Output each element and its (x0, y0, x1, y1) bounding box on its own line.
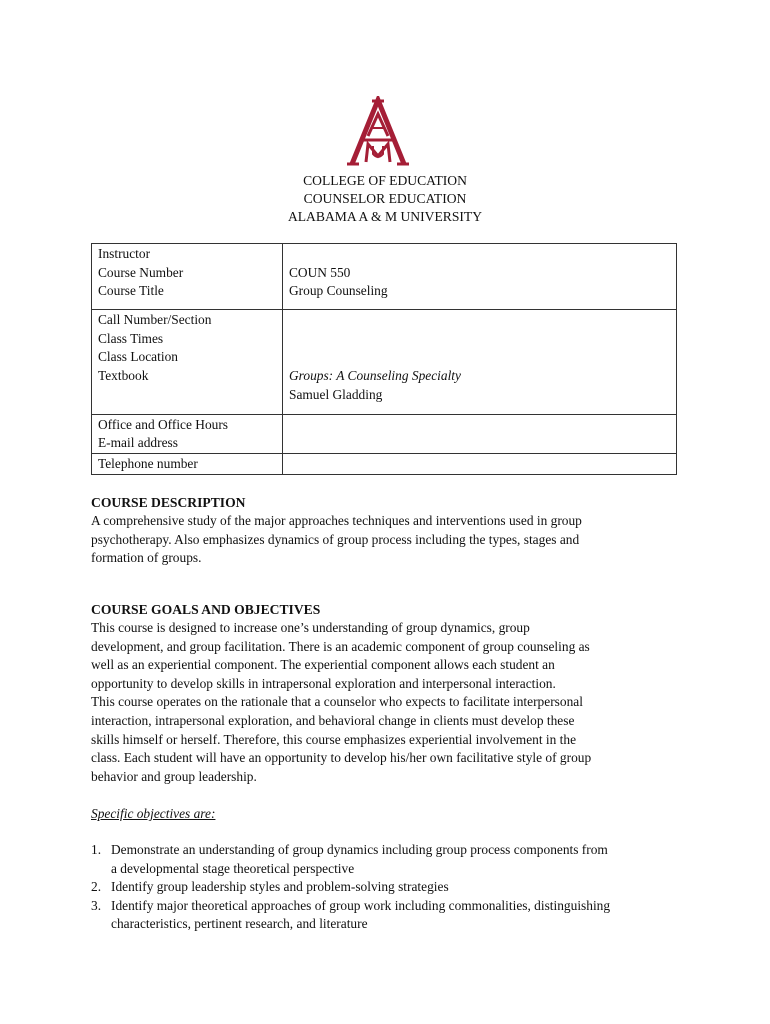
paragraph-line: skills himself or herself. Therefore, this course emphasizes experiential involvement in the (91, 731, 577, 747)
textbook-author: Samuel Gladding (289, 386, 383, 402)
list-number: 2. (91, 879, 102, 895)
course-title-label: Course Title (98, 283, 164, 299)
textbook-title: Groups: A Counseling Specialty (289, 367, 461, 383)
table-cell (283, 414, 677, 453)
telephone-label: Telephone number (98, 456, 198, 472)
table-cell (92, 454, 283, 475)
paragraph-line: well as an experiential component. The experiential component allows each student an (91, 657, 555, 673)
class-location-label: Class Location (98, 349, 178, 365)
office-hours-label: Office and Office Hours (98, 416, 229, 432)
list-item (91, 897, 691, 934)
table-row (92, 244, 677, 310)
list-item-text: Demonstrate an understanding of group dynamics including group process components from (111, 842, 608, 857)
course-description-heading: COURSE DESCRIPTION (91, 495, 246, 510)
table-row (92, 310, 677, 415)
college-name: COLLEGE OF EDUCATION (303, 173, 467, 188)
paragraph-line: behavior and group leadership. (91, 768, 257, 784)
university-name: ALABAMA A & M UNIVERSITY (287, 209, 483, 224)
email-label: E-mail address (98, 435, 178, 451)
table-cell (283, 454, 677, 475)
textbook-label: Textbook (98, 367, 149, 383)
paragraph-line: interaction, intrapersonal exploration, and behavioral change in clients must develop these (91, 712, 575, 728)
paragraph-line: opportunity to develop skills in intrapersonal exploration and interpersonal interaction. (91, 675, 556, 691)
objectives-list (91, 841, 691, 934)
aamu-logo (346, 96, 410, 168)
table-cell (92, 414, 283, 453)
list-item-text: characteristics, pertinent research, and literature (111, 916, 368, 932)
paragraph-line: psychotherapy. Also emphasizes dynamics of group process including the types, stages and (91, 531, 580, 547)
instructor-label: Instructor (98, 246, 151, 261)
list-item-text: Identify major theoretical approaches of group work including commonalities, distinguishing (111, 897, 611, 913)
table-cell (92, 310, 283, 415)
table-row (92, 414, 677, 453)
course-info-table (91, 243, 677, 475)
paragraph-line: This course is designed to increase one’s understanding of group dynamics, group (91, 620, 530, 635)
list-item (91, 878, 691, 897)
list-number: 1. (91, 842, 102, 857)
list-item-text: a developmental stage theoretical perspective (111, 860, 355, 876)
list-item-text: Identify group leadership styles and problem-solving strategies (111, 879, 449, 895)
table-cell (92, 244, 283, 310)
specific-objectives-title: Specific objectives are: (91, 806, 216, 821)
course-title-value: Group Counseling (289, 283, 388, 299)
department-name: COUNSELOR EDUCATION (303, 191, 467, 206)
course-goals-heading: COURSE GOALS AND OBJECTIVES (91, 602, 321, 617)
table-cell (283, 310, 677, 415)
paragraph-line: formation of groups. (91, 550, 202, 566)
course-number-value: COUN 550 (289, 264, 351, 280)
course-goals-text (91, 619, 681, 786)
paragraph-line: This course operates on the rationale that a counselor who expects to facilitate interpersonal (91, 694, 583, 710)
course-number-label: Course Number (98, 264, 184, 280)
list-item (91, 841, 691, 878)
paragraph-line: class. Each student will have an opportunity to develop his/her own facilitative style of group (91, 750, 592, 766)
call-number-label: Call Number/Section (98, 312, 212, 328)
table-cell (283, 244, 677, 310)
class-times-label: Class Times (98, 330, 164, 346)
list-number: 3. (91, 897, 102, 913)
table-row (92, 454, 677, 475)
course-description-text (91, 512, 681, 568)
paragraph-line: A comprehensive study of the major approaches techniques and interventions used in group (91, 513, 582, 528)
paragraph-line: development, and group facilitation. There is an academic component of group counseling as (91, 638, 590, 654)
